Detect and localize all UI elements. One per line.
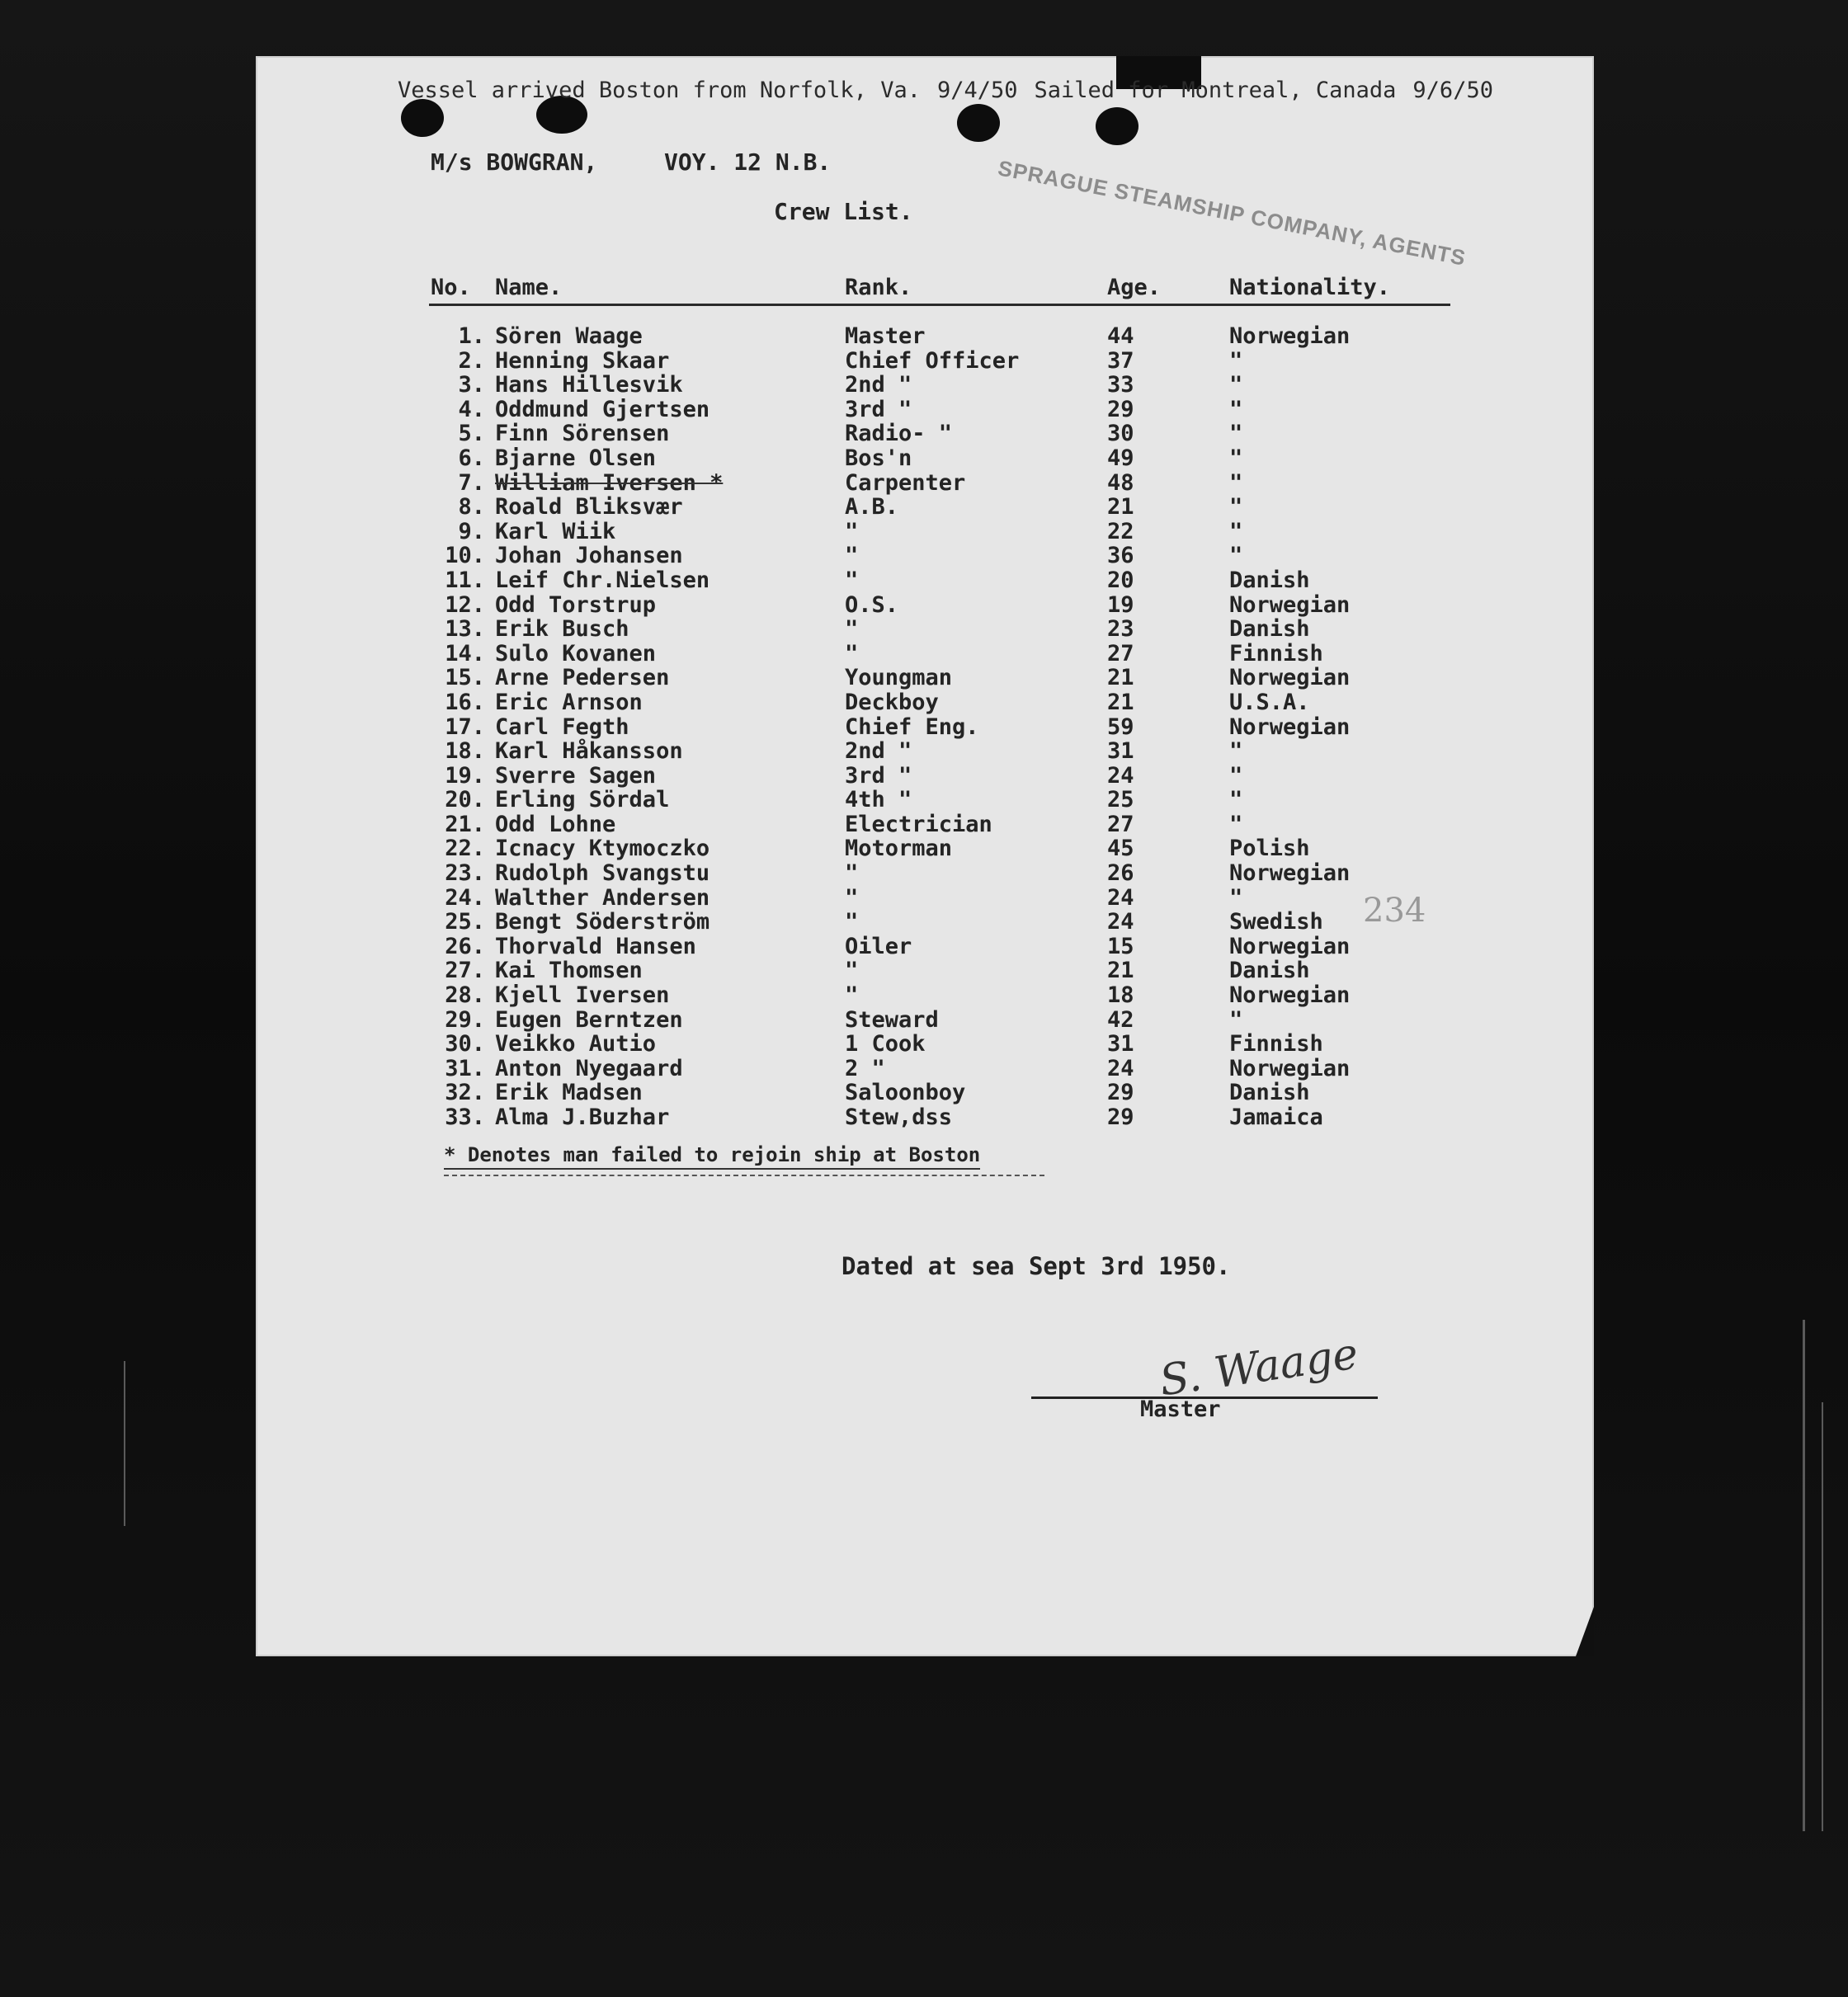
crew-rank: " <box>845 640 859 666</box>
crew-name: Walther Andersen <box>495 884 710 911</box>
crew-rank: Motorman <box>845 836 953 862</box>
table-row <box>429 983 1450 1008</box>
crew-nationality: " <box>1229 372 1243 398</box>
crew-nationality: " <box>1229 762 1243 789</box>
crew-age: 21 <box>1107 665 1134 691</box>
crew-age: 20 <box>1107 567 1134 593</box>
table-row <box>429 1057 1450 1081</box>
crew-name: Veikko Autio <box>495 1031 657 1057</box>
crew-age: 29 <box>1107 1104 1134 1130</box>
column-header-age: Age. <box>1107 271 1229 305</box>
crew-rank: Chief Officer <box>845 347 1020 374</box>
crew-no: 30. <box>445 1031 485 1057</box>
crew-nationality: Swedish <box>1229 909 1323 935</box>
crew-nationality: U.S.A. <box>1229 689 1310 715</box>
crew-rank: " <box>845 884 859 911</box>
crew-no: 27. <box>445 958 485 984</box>
crew-name: Roald Bliksvær <box>495 494 683 520</box>
crew-nationality: Norwegian <box>1229 982 1351 1009</box>
crew-nationality: Norwegian <box>1229 665 1351 691</box>
margin-page-number: 234 <box>1363 892 1426 930</box>
signature-title: Master <box>1140 1396 1221 1422</box>
table-row <box>429 935 1450 959</box>
crew-name: Bengt Söderström <box>495 909 710 935</box>
crew-name: Erik Busch <box>495 616 629 643</box>
crew-age: 45 <box>1107 836 1134 862</box>
crew-no: 26. <box>445 933 485 959</box>
crew-no: 24. <box>445 884 485 911</box>
crew-rank: " <box>845 518 859 544</box>
crew-name: Erling Sördal <box>495 787 670 813</box>
crew-rank: " <box>845 616 859 643</box>
table-row <box>429 305 1450 349</box>
table-row <box>429 349 1450 374</box>
crew-no: 19. <box>445 762 485 789</box>
crew-age: 21 <box>1107 689 1134 715</box>
crew-age: 26 <box>1107 860 1134 887</box>
crew-no: 10. <box>445 543 485 569</box>
crew-rank: 2nd " <box>845 372 912 398</box>
crew-age: 33 <box>1107 372 1134 398</box>
table-row <box>429 812 1450 837</box>
crew-age: 31 <box>1107 738 1134 765</box>
table-row <box>429 520 1450 544</box>
crew-age: 27 <box>1107 811 1134 837</box>
crew-nationality: Norwegian <box>1229 323 1351 349</box>
crew-nationality: " <box>1229 811 1243 837</box>
crew-nationality: Finnish <box>1229 640 1323 666</box>
crew-name: Erik Madsen <box>495 1080 643 1106</box>
table-row <box>429 398 1450 422</box>
film-scratch <box>1803 1320 1805 1831</box>
crew-nationality: " <box>1229 738 1243 765</box>
crew-no: 4. <box>458 396 485 422</box>
crew-nationality: Norwegian <box>1229 860 1351 887</box>
table-row <box>429 861 1450 886</box>
table-row <box>429 446 1450 471</box>
punch-hole <box>1096 107 1138 145</box>
table-row <box>429 471 1450 496</box>
crew-rank: O.S. <box>845 591 899 618</box>
crew-rank: Deckboy <box>845 689 939 715</box>
footnote: * Denotes man failed to rejoin ship at Boston <box>444 1143 980 1170</box>
crew-rank: " <box>845 958 859 984</box>
crew-no: 7. <box>458 469 485 496</box>
crew-name: Bjarne Olsen <box>495 445 657 471</box>
crew-no: 25. <box>445 909 485 935</box>
film-scratch <box>1822 1402 1823 1831</box>
crew-rank: Oiler <box>845 933 912 959</box>
crew-age: 31 <box>1107 1031 1134 1057</box>
agent-stamp: SPRAGUE STEAMSHIP COMPANY, AGENTS <box>996 155 1468 271</box>
table-row <box>429 568 1450 593</box>
table-row <box>429 617 1450 642</box>
crew-no: 3. <box>458 372 485 398</box>
crew-age: 24 <box>1107 909 1134 935</box>
table-row <box>429 422 1450 446</box>
crew-age: 24 <box>1107 1055 1134 1081</box>
crew-name: Finn Sörensen <box>495 421 670 447</box>
crew-nationality: Norwegian <box>1229 591 1351 618</box>
crew-nationality: Danish <box>1229 616 1310 643</box>
crew-name: Eugen Berntzen <box>495 1006 683 1033</box>
crew-nationality: " <box>1229 787 1243 813</box>
crew-age: 24 <box>1107 884 1134 911</box>
crew-name: Hans Hillesvik <box>495 372 683 398</box>
crew-name: Karl Håkansson <box>495 738 683 765</box>
table-row <box>429 958 1450 983</box>
crew-age: 30 <box>1107 421 1134 447</box>
crew-nationality: Danish <box>1229 958 1310 984</box>
crew-rank: Radio- " <box>845 421 953 447</box>
column-header-name: Name. <box>495 271 845 305</box>
crew-nationality: Danish <box>1229 1080 1310 1106</box>
crew-age: 21 <box>1107 958 1134 984</box>
table-row <box>429 788 1450 812</box>
crew-rank: 4th " <box>845 787 912 813</box>
crew-nationality: Polish <box>1229 836 1310 862</box>
crew-age: 48 <box>1107 469 1134 496</box>
column-header-rank: Rank. <box>845 271 1107 305</box>
table-row <box>429 373 1450 398</box>
table-row <box>429 495 1450 520</box>
table-row <box>429 1032 1450 1057</box>
crew-nationality: " <box>1229 518 1243 544</box>
crew-no: 11. <box>445 567 485 593</box>
crew-name: Eric Arnson <box>495 689 643 715</box>
crew-no: 21. <box>445 811 485 837</box>
table-row <box>429 544 1450 568</box>
table-row <box>429 1081 1450 1105</box>
crew-nationality: " <box>1229 396 1243 422</box>
table-row <box>429 1105 1450 1130</box>
crew-nationality: " <box>1229 445 1243 471</box>
crew-no: 20. <box>445 787 485 813</box>
crew-nationality: Finnish <box>1229 1031 1323 1057</box>
crew-age: 24 <box>1107 762 1134 789</box>
crew-no: 28. <box>445 982 485 1009</box>
crew-rank: 2 " <box>845 1055 885 1081</box>
crew-rank: Master <box>845 323 926 349</box>
crew-name: Sören Waage <box>495 323 643 349</box>
table-row <box>429 715 1450 740</box>
crew-no: 9. <box>458 518 485 544</box>
crew-table-header <box>429 271 1450 305</box>
crew-rank: " <box>845 860 859 887</box>
crew-name: Oddmund Gjertsen <box>495 396 710 422</box>
crew-rank: 1 Cook <box>845 1031 926 1057</box>
crew-rank: " <box>845 567 859 593</box>
crew-rank: Saloonboy <box>845 1080 966 1106</box>
crew-name: Leif Chr.Nielsen <box>495 567 710 593</box>
column-header-no: No. <box>429 271 495 305</box>
crew-rank: Youngman <box>845 665 953 691</box>
crew-rank: 2nd " <box>845 738 912 765</box>
arrival-text: Vessel arrived Boston from Norfolk, Va. <box>398 78 921 103</box>
crew-no: 22. <box>445 836 485 862</box>
crew-table <box>429 271 1450 1130</box>
crew-age: 42 <box>1107 1006 1134 1033</box>
film-scratch <box>124 1361 125 1526</box>
footnote-rule <box>444 1175 1044 1176</box>
crew-nationality: Danish <box>1229 567 1310 593</box>
crew-no: 17. <box>445 714 485 740</box>
crew-name: Rudolph Svangstu <box>495 860 710 887</box>
table-row <box>429 1008 1450 1033</box>
column-header-nationality: Nationality. <box>1229 271 1450 305</box>
master-signature: S. Waage <box>1157 1329 1361 1406</box>
crew-name: Icnacy Ktymoczko <box>495 836 710 862</box>
crew-nationality: " <box>1229 421 1243 447</box>
voyage-number: VOY. 12 N.B. <box>664 148 832 176</box>
crew-no: 33. <box>445 1104 485 1130</box>
sailing-text: Sailed for Montreal, Canada <box>1034 78 1397 103</box>
crew-rank: " <box>845 909 859 935</box>
crew-age: 19 <box>1107 591 1134 618</box>
crew-rank: A.B. <box>845 494 899 520</box>
crew-age: 29 <box>1107 1080 1134 1106</box>
crew-nationality: " <box>1229 884 1243 911</box>
crew-age: 15 <box>1107 933 1134 959</box>
crew-no: 23. <box>445 860 485 887</box>
crew-age: 36 <box>1107 543 1134 569</box>
crew-name: Sverre Sagen <box>495 762 657 789</box>
table-row <box>429 593 1450 618</box>
crew-no: 15. <box>445 665 485 691</box>
crew-age: 18 <box>1107 982 1134 1009</box>
table-row <box>429 690 1450 715</box>
crew-no: 31. <box>445 1055 485 1081</box>
crew-nationality: " <box>1229 1006 1243 1033</box>
crew-no: 1. <box>458 323 485 349</box>
crew-name: Odd Lohne <box>495 811 616 837</box>
crew-nationality: " <box>1229 469 1243 496</box>
crew-rank: Steward <box>845 1006 939 1033</box>
crew-nationality: " <box>1229 494 1243 520</box>
crew-no: 6. <box>458 445 485 471</box>
punch-hole <box>401 99 444 137</box>
crew-rank: Stew,dss <box>845 1104 953 1130</box>
crew-name: Arne Pedersen <box>495 665 670 691</box>
table-row <box>429 764 1450 789</box>
crew-age: 59 <box>1107 714 1134 740</box>
crew-no: 13. <box>445 616 485 643</box>
table-row <box>429 886 1450 911</box>
crew-name: Kai Thomsen <box>495 958 643 984</box>
crew-nationality: Norwegian <box>1229 1055 1351 1081</box>
sailing-date: 9/6/50 <box>1412 78 1493 103</box>
crew-name: William Iversen * <box>495 469 724 496</box>
vessel-name: M/s BOWGRAN, <box>431 148 598 176</box>
table-row <box>429 739 1450 764</box>
crew-table-body <box>429 305 1450 1130</box>
crew-nationality: " <box>1229 543 1243 569</box>
table-row <box>429 642 1450 666</box>
crew-age: 21 <box>1107 494 1134 520</box>
crew-rank: 3rd " <box>845 396 912 422</box>
crew-age: 23 <box>1107 616 1134 643</box>
crew-name: Carl Fegth <box>495 714 629 740</box>
dated-line: Dated at sea Sept 3rd 1950. <box>842 1252 1231 1280</box>
table-row <box>429 666 1450 690</box>
crew-no: 16. <box>445 689 485 715</box>
crew-nationality: Jamaica <box>1229 1104 1323 1130</box>
crew-no: 29. <box>445 1006 485 1033</box>
crew-no: 8. <box>458 494 485 520</box>
crew-rank: " <box>845 982 859 1009</box>
crew-name: Thorvald Hansen <box>495 933 696 959</box>
crew-nationality: " <box>1229 347 1243 374</box>
crew-rank: " <box>845 543 859 569</box>
crew-age: 27 <box>1107 640 1134 666</box>
punch-hole <box>957 104 1000 142</box>
crew-name: Sulo Kovanen <box>495 640 657 666</box>
table-row <box>429 836 1450 861</box>
crew-age: 22 <box>1107 518 1134 544</box>
arrival-date: 9/4/50 <box>936 78 1018 103</box>
crew-no: 5. <box>458 421 485 447</box>
crew-name: Odd Torstrup <box>495 591 657 618</box>
crew-age: 44 <box>1107 323 1134 349</box>
crew-nationality: Norwegian <box>1229 714 1351 740</box>
crew-no: 32. <box>445 1080 485 1106</box>
crew-age: 29 <box>1107 396 1134 422</box>
crew-age: 49 <box>1107 445 1134 471</box>
crew-no: 12. <box>445 591 485 618</box>
crew-name: Johan Johansen <box>495 543 683 569</box>
arrival-header <box>398 78 1493 103</box>
table-row <box>429 910 1450 935</box>
crew-age: 25 <box>1107 787 1134 813</box>
crew-rank: 3rd " <box>845 762 912 789</box>
crew-rank: Chief Eng. <box>845 714 979 740</box>
crew-no: 18. <box>445 738 485 765</box>
crew-rank: Electrician <box>845 811 992 837</box>
crew-no: 14. <box>445 640 485 666</box>
page-title: Crew List. <box>774 198 913 225</box>
crew-rank: Carpenter <box>845 469 966 496</box>
crew-rank: Bos'n <box>845 445 912 471</box>
crew-name: Kjell Iversen <box>495 982 670 1009</box>
crew-list-page <box>256 56 1594 1656</box>
crew-age: 37 <box>1107 347 1134 374</box>
crew-nationality: Norwegian <box>1229 933 1351 959</box>
crew-name: Karl Wiik <box>495 518 616 544</box>
crew-no: 2. <box>458 347 485 374</box>
crew-name: Anton Nyegaard <box>495 1055 683 1081</box>
crew-name: Henning Skaar <box>495 347 670 374</box>
crew-name: Alma J.Buzhar <box>495 1104 670 1130</box>
